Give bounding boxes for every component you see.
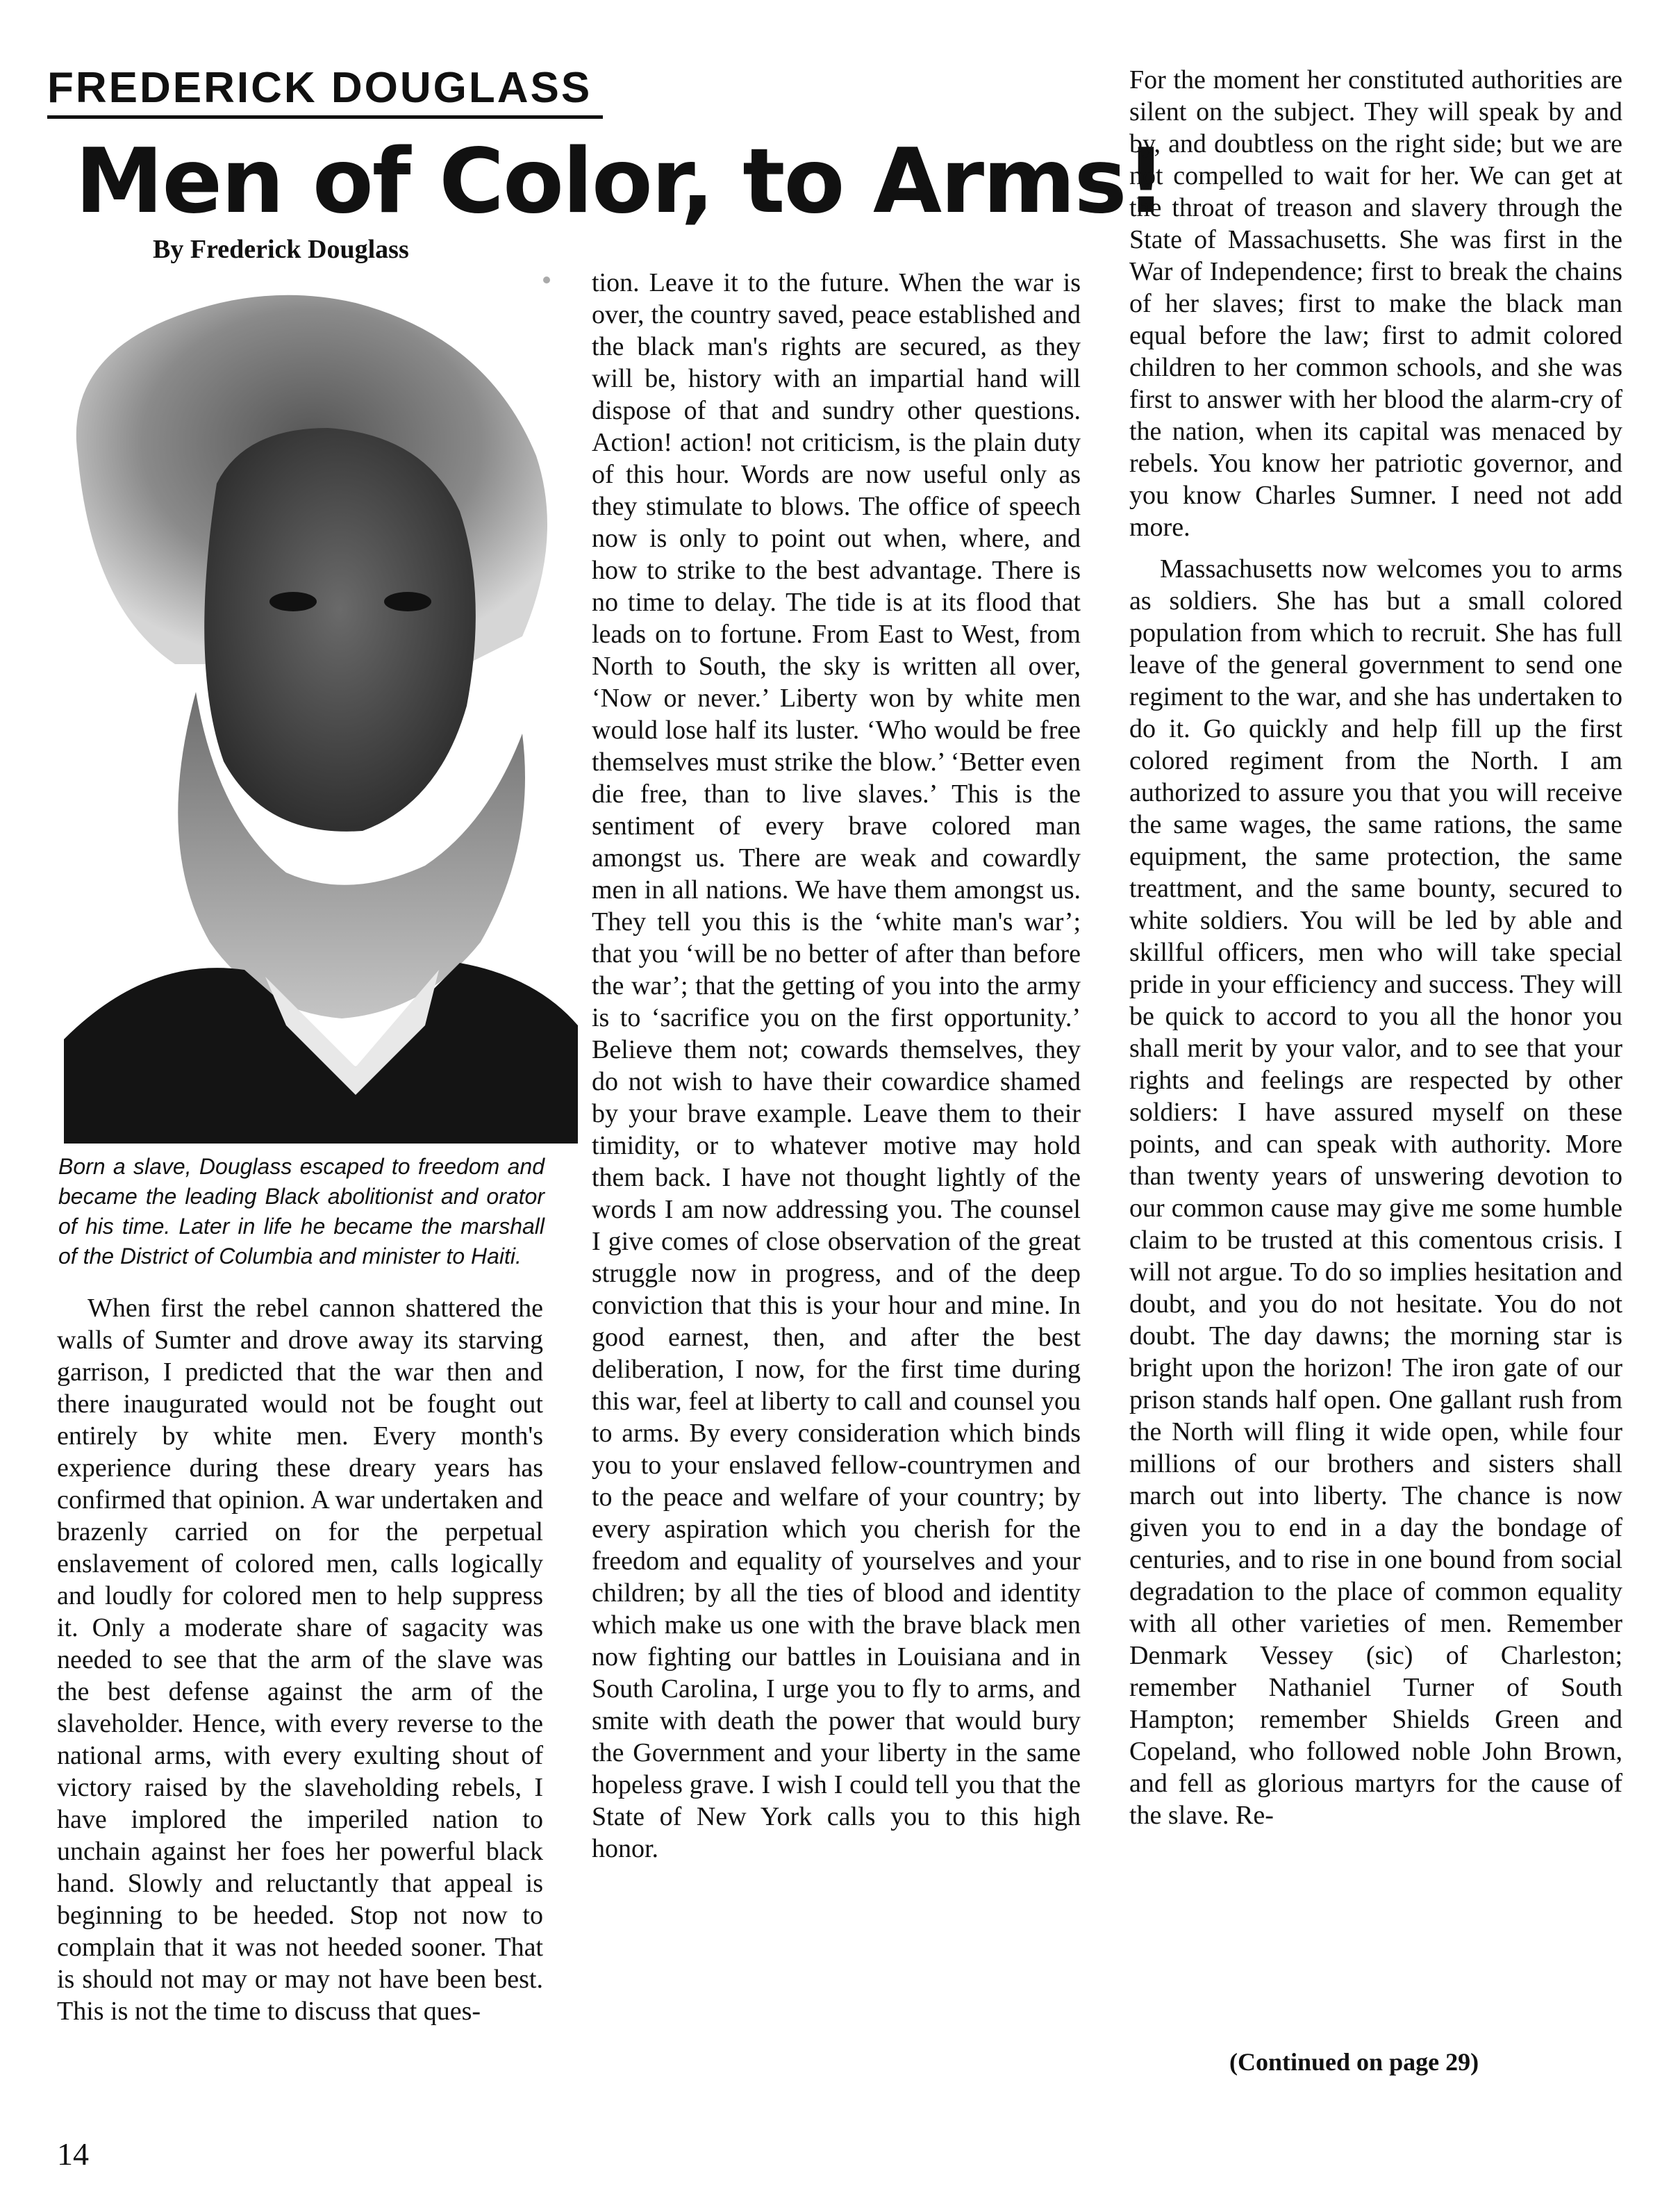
section-title: FREDERICK DOUGLASS [47, 64, 592, 112]
article-column-2 [592, 267, 1081, 1865]
column-2-text: tion. Leave it to the future. When the war is over, the country saved, peace established and the black man's rights are secured, as they will be, history with an impartial hand will dispose of that and sundry other questions. Action! action! not criticism, is the plain duty of this hour. Words are now useful only as they stimulate to blows. The office of speech now is only to point out when, where, and how to strike to the best advantage. There is no time to delay. The tide is at its flood that leads on to fortune. From East to West, from North to South, the sky is written all over, ‘Now or never.’ Liberty won by white men would lose half its luster. ‘Who would be free themselves must strike the blow.’ ‘Better even die free, than to live slaves.’ This is the sentiment of every brave colored man amongst us. There are weak and cowardly men in all nations. We have them amongst us. They tell you this is the ‘white man's war’; that you ‘will be no better of after than before the war’; that the getting of you into the army is to ‘sacrifice you on the first opportunity.’ Believe them not; cowards themselves, they do not wish to have their cowardice shamed by your brave example. Leave them to their timidity, or to whatever motive may hold them back. I have not thought lightly of the words I am now addressing you. The counsel I give comes of close observation of the great struggle now in progress, and of the deep conviction that this is your hour and mine. In good earnest, then, and after the best deliberation, I now, for the first time during this war, feel at liberty to call and counsel you to arms. By every consideration which binds you to your enslaved fellow-countrymen and to the peace and welfare of your country; by every aspiration which you cherish for the freedom and equality of yourselves and your children; by all the ties of blood and identity which make us one with the brave black men now fighting our battles in Louisiana and in South Carolina, I urge you to fly to arms, and smite with death the power that would bury the Government and your liberty in the same hopeless grave. I wish I could tell you that the State of New York calls you to this high honor. [592, 268, 1081, 1863]
portrait-photo [36, 275, 578, 1144]
page-number: 14 [57, 2136, 89, 2172]
portrait-face [204, 428, 476, 832]
article-column-3 [1129, 64, 1622, 1831]
article-headline: Men of Color, to Arms! [75, 130, 1165, 233]
article-column-1 [57, 1292, 543, 2027]
column-1-text: When first the rebel cannon shattered the walls of Sumter and drove away its starving garrison, I predicted that the war then and there inaugurated would not be fought out entirely by white men. Every month's experience during these dreary years has confirmed that opinion. A war undertaken and brazenly carried on for the perpetual enslavement of colored men, calls logically and loudly for colored men to help suppress it. Only a moderate share of sagacity was needed to see that the arm of the slave was the best defense against the arm of the slaveholder. Hence, with every reverse to the national arms, with every exulting shout of victory raised by the slaveholding rebels, I have implored the imperiled nation to unchain against her foes her powerful black hand. Slowly and reluctantly that appeal is beginning to be heeded. Stop not now to complain that it was not heeded sooner. That is should not may or may not have been best. This is not the time to discuss that ques- [57, 1294, 543, 2026]
column-3-paragraph-1: For the moment her constituted authorities are silent on the subject. They will speak by and by, and doubtless on the right side; but we are not compelled to wait for her. We can get at the throat of treason and slavery through the State of Massachusetts. She was first in the War of Independence; first to break the chains of her slaves; first to make the black man equal before the law; first to admit colored children to her common schools, and she was first to answer with her blood the alarm-cry of the nation, when its capital was menaced by rebels. You know her patriotic governor, and you know Charles Sumner. I need not add more. [1129, 65, 1622, 542]
section-title-underline [47, 115, 603, 119]
continued-on-note: (Continued on page 29) [1229, 2048, 1479, 2076]
byline: By Frederick Douglass [153, 235, 409, 264]
column-marker-dot [543, 276, 550, 283]
column-3-paragraph-2: Massachusetts now welcomes you to arms as soldiers. She has but a small colored population from which to recruit. She has full leave of the general government to send one regiment to the war, and she has undertaken to do it. Go quickly and help fill up the first colored regiment from the North. I am authorized to assure you that you will receive the same wages, the same rations, the same equipment, the same protection, the same treattment, and the same bounty, secured to white soldiers. You will be led by able and skillful officers, men who will take special pride in your efficiency and success. They will be quick to accord to you all the honor you shall merit by your valor, and to see that your rights and feelings are respected by other soldiers: I have assured myself on these points, and can speak with authority. More than twenty years of unswering devotion to our common cause may give me some humble claim to be trusted at this comentous crisis. I will not argue. To do so implies hesitation and doubt, and you do not hesitate. You do not doubt. The day dawns; the morning star is bright upon the horizon! The iron gate of our prison stands half open. One gallant rush from the North will fling it wide open, while four millions of our brothers and sisters shall march out into liberty. The chance is now given you to end in a day the bondage of centuries, and to rise in one bound from social degradation to the place of common equality with all other varieties of men. Remember Denmark Vessey (sic) of Charleston; remember Nathaniel Turner of South Hampton; remember Shields Green and Copeland, who followed noble John Brown, and fell as glorious martyrs for the cause of the slave. Re- [1129, 554, 1622, 1830]
photo-caption: Born a slave, Douglass escaped to freedom and became the leading Black abolitionist and orator of his time. Later in life he became the marshall of the District of Columbia and minister to Haiti. [58, 1154, 545, 1269]
